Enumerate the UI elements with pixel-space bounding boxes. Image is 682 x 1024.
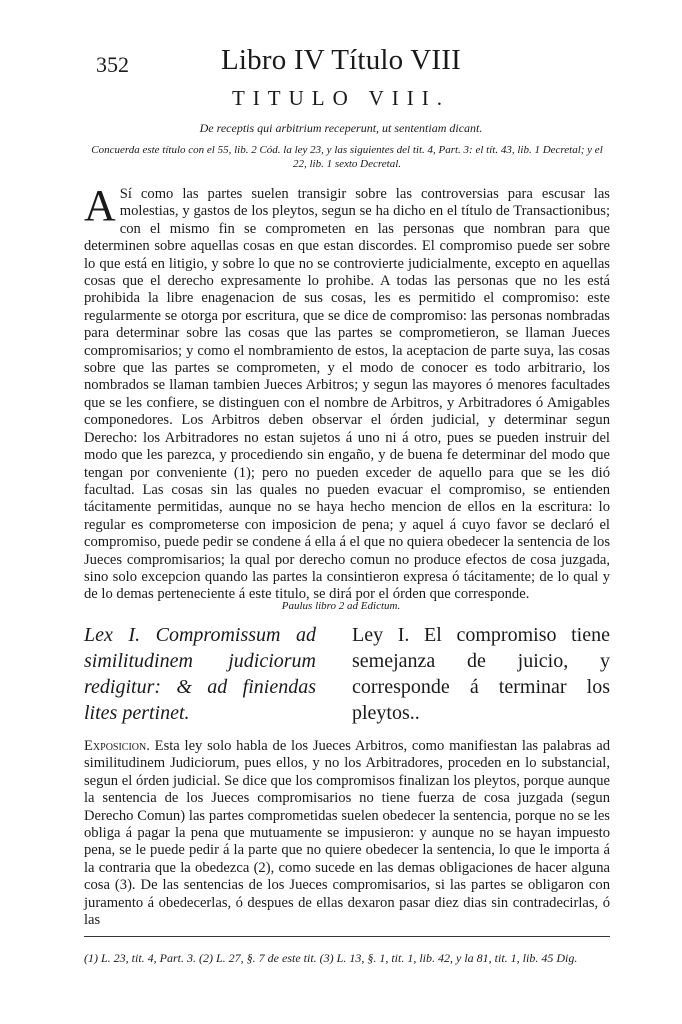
exposicion-label: Exposicion. (84, 738, 150, 754)
attribution: Paulus libro 2 ad Edictum. (281, 600, 401, 612)
ley-spanish-heading: Ley I. El compromiso tiene semejanza de juicio, y corresponde á terminar los pleytos.. (352, 624, 610, 724)
exposicion-paragraph (84, 738, 610, 929)
running-head: Libro IV Título VIII (220, 44, 461, 76)
body-paragraph (84, 181, 610, 604)
page-number: 352 (96, 52, 129, 77)
titulo-heading: TITULO VIII. (231, 86, 451, 110)
body-text: Sí como las partes suelen transigir sobre las controversias para escusar las molestias, y gastos de los pleytos, segun se ha dicho en el título de Transactionibus; con el mismo fin se comprometen en las personas que nombran para que determinen sobre aquellas cosas en que estan discordes. El compromiso puede ser sobre lo que está en litigio, y sobre lo que no se controvierte judicialmente, excepto en aquellas cosas que el derecho expresamente lo prohibe. A todas las personas que no les está prohibida la libre enagenacion de sus cosas, les es permitido el compromiso: este regularmente se otorga por escritura, que se dice de compromiso: las personas nombradas para determinar sobre las cosas que las partes se comprometieron, se llaman Jueces compromisarios; y como el nombramiento de estos, la aceptacion de parte suya, las cosas sobre que las partes se comprometen, y el modo de conocer es todo arbitrario, los nombrados se llaman tambien Jueces Arbitros; y segun las mayores ó menores facultades que se les confiere, se distinguen con el nombre de Arbitros, y Arbitradores ó Amigables componedores. Los Arbitros deben observar el órden judicial, y determinar segun Derecho: los Arbitradores no estan sujetos á uno ni á otro, pues se pueden instruir del modo que les parezca, y procediendo sin engaño, y de buena fe determinar del modo que tengan por conveniente (1); pero no pueden exceder de aquello para que se les dió facultad. Las cosas sin las quales no pueden evacuar el compromiso, se entienden tácitamente permitidas, aunque no se haya hecho mencion de ellos en la escritura: lo regular es comprometerse con imposicion de pena; y aquel á cuyo favor se declaró el compromiso, puede pedir se condene á ella á el que no quiera obedecer la sentencia de los Jueces compromisarios; la qual por derecho comun no produce efectos de cosa juzgada, sino solo excepcion quando las partes la consintieron expresa ó tácitamente; de lo qual y de lo demas perteneciente á este titulo, se dirá por el órden que corresponde. (84, 186, 610, 603)
footnotes: (1) L. 23, tit. 4, Part. 3. (2) L. 27, §. 7 de este tit. (3) L. 13, §. 1, tit. 1, lib. 42, y la 81, tit. 1, lib. 45 Dig. (84, 951, 578, 965)
drop-cap: A (84, 181, 116, 230)
lex-latin-heading: Lex I. Compromissum ad similitudinem judiciorum redigitur: & ad finiendas lites pertinet. (84, 624, 316, 724)
subtitle: De receptis qui arbitrium receperunt, ut sententiam dicant. (199, 121, 483, 135)
exposicion-text: Esta ley solo habla de los Jueces Arbitros, como manifiestan las palabras ad similitudinem Judiciorum, pues ellos, y no los Arbitradores, proceden en lo substancial, segun el órden judicial. Se dice que los compromisos finalizan los pleytos, porque aunque la sentencia de los Jueces compromisarios no tiene fuerza de cosa juzgada (segun Derecho Comun) las partes comprometidas suelen obedecer la sentencia, porque no se les obliga á pagar la pena que mutuamente se impusieron: y aunque no se hayan impuesto pena, se le puede pedir á la parte que no quiere obedecer la sentencia, lo que le importa á la contraria que la obedezca (2), como sucede en las demas obligaciones de hacer alguna cosa (3). De las sentencias de los Jueces compromisarios, si las partes se obligaron con juramento á obedecerlas, ó despues de ellas dexaron pasar diez dias sin contradecirlas, ó las (84, 738, 610, 929)
footnote-rule (84, 936, 610, 937)
concordance-note: Concuerda este título con el 55, lib. 2 Cód. la ley 23, y las siguientes del tit. 4, Part. 3: el tít. 43, lib. 1 Decretal; y el 22, lib. 1 sexto Decretal. (91, 144, 603, 170)
